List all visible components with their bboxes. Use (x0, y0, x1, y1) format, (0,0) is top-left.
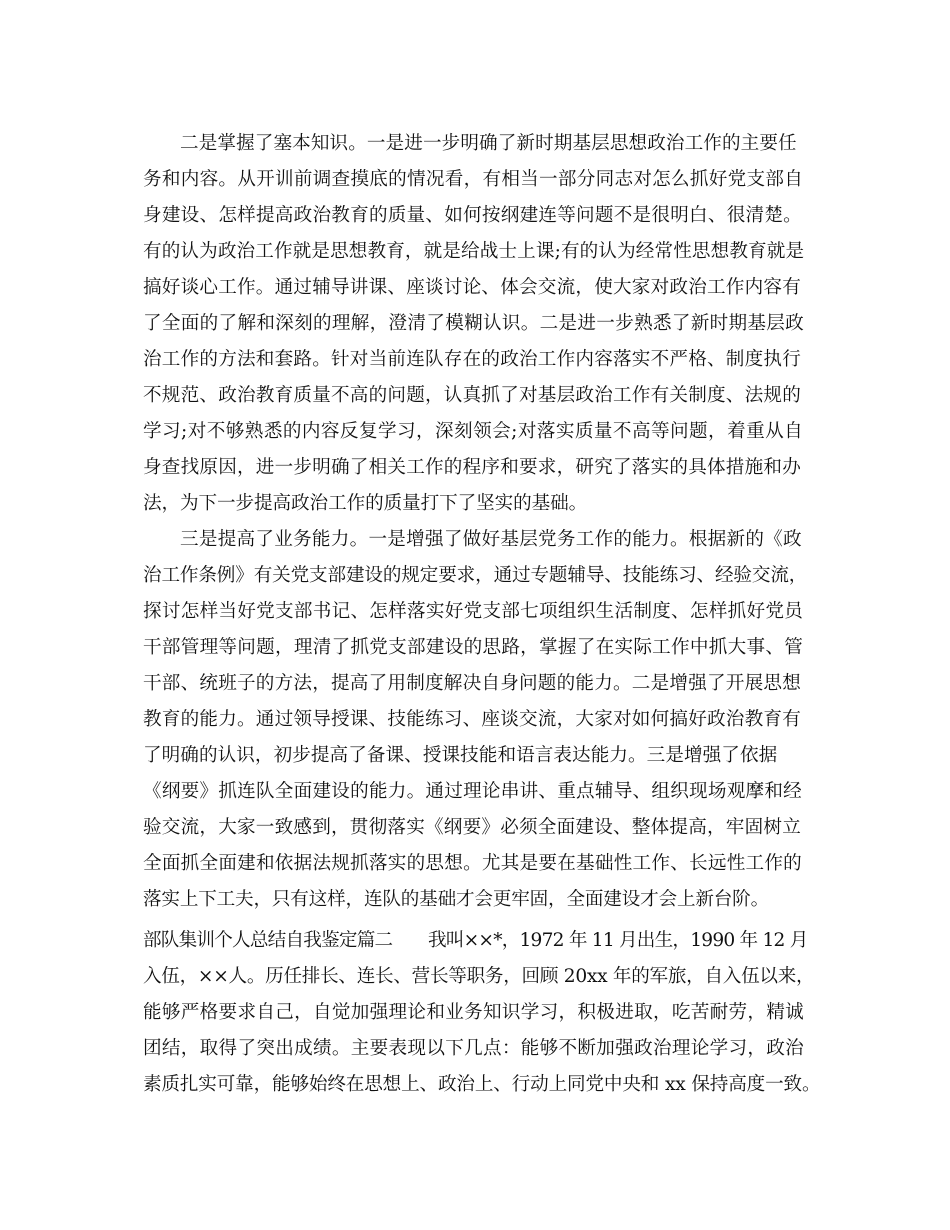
text-line-3: 身建设、怎样提高政治教育的质量、如何按纲建连等问题不是很明白、很清楚。 (143, 205, 803, 226)
text-line-20: 验交流，大家一致感到，贯彻落实《纲要》必须全面建设、整体提高，牢固树立 (143, 817, 801, 838)
text-line-15: 干部管理等问题，理清了抓党支部建设的思路，掌握了在实际工作中抓大事、管 (143, 637, 804, 658)
text-line-17: 教育的能力。通过领导授课、技能练习、座谈交流，大家对如何搞好政治教育有 (143, 709, 801, 730)
text-line-12: 三是提高了业务能力。一是增强了做好基层党务工作的能力。根据新的《政 (180, 529, 802, 550)
text-line-19: 《纲要》抓连队全面建设的能力。通过理论串讲、重点辅导、组织现场观摩和经 (143, 781, 803, 802)
text-line-22: 落实上下工夫，只有这样，连队的基础才会更牢固，全面建设才会上新台阶。 (143, 889, 770, 910)
text-line-10: 身查找原因，进一步明确了相关工作的程序和要求，研究了落实的具体措施和办 (143, 457, 801, 478)
text-line-11: 法，为下一步提高政治工作的质量打下了坚实的基础。 (143, 493, 588, 514)
text-line-23: 部队集训个人总结自我鉴定篇二 我叫××*，1972 年 11 月出生，1990 年 12 月 (143, 930, 808, 951)
text-line-26: 团结，取得了突出成绩。主要表现以下几点：能够不断加强政治理论学习，政治 (143, 1038, 805, 1059)
text-line-4: 有的认为政治工作就是思想教育，就是给战士上课;有的认为经常性思想教育就是 (143, 241, 805, 262)
text-line-27: 素质扎实可靠，能够始终在思想上、政治上、行动上同党中央和 xx 保持高度一致。 (143, 1074, 821, 1095)
text-line-16: 干部、统班子的方法，提高了用制度解决自身问题的能力。二是增强了开展思想 (143, 673, 801, 694)
text-line-14: 探讨怎样当好党支部书记、怎样落实好党支部七项组织生活制度、怎样抓好党员 (143, 601, 804, 622)
text-line-13: 治工作条例》有关党支部建设的规定要求，通过专题辅导、技能练习、经验交流， (143, 565, 808, 586)
text-line-24: 入伍，××人。历任排长、连长、营长等职务，回顾 20xx 年的军旅，自入伍以来， (143, 966, 815, 987)
text-line-6: 了全面的了解和深刻的理解，澄清了模糊认识。二是进一步熟悉了新时期基层政 (143, 313, 805, 334)
text-line-9: 学习;对不够熟悉的内容反复学习，深刻领会;对落实质量不高等问题，着重从自 (143, 421, 804, 442)
text-line-5: 搞好谈心工作。通过辅导讲课、座谈讨论、体会交流，使大家对政治工作内容有 (143, 277, 801, 298)
text-line-8: 不规范、政治教育质量不高的问题，认真抓了对基层政治工作有关制度、法规的 (143, 385, 801, 406)
text-line-18: 了明确的认识，初步提高了备课、授课技能和语言表达能力。三是增强了依据 (143, 745, 778, 766)
text-line-1: 二是掌握了塞本知识。一是进一步明确了新时期基层思想政治工作的主要任 (180, 133, 797, 154)
text-line-2: 务和内容。从开训前调查摸底的情况看，有相当一部分同志对怎么抓好党支部自 (143, 169, 804, 190)
text-line-21: 全面抓全面建和依据法规抓落实的思想。尤其是要在基础性工作、长远性工作的 (143, 853, 803, 874)
text-line-25: 能够严格要求自己，自觉加强理论和业务知识学习，积极进取，吃苦耐劳，精诚 (143, 1002, 805, 1023)
text-line-7: 治工作的方法和套路。针对当前连队存在的政治工作内容落实不严格、制度执行 (143, 349, 801, 370)
